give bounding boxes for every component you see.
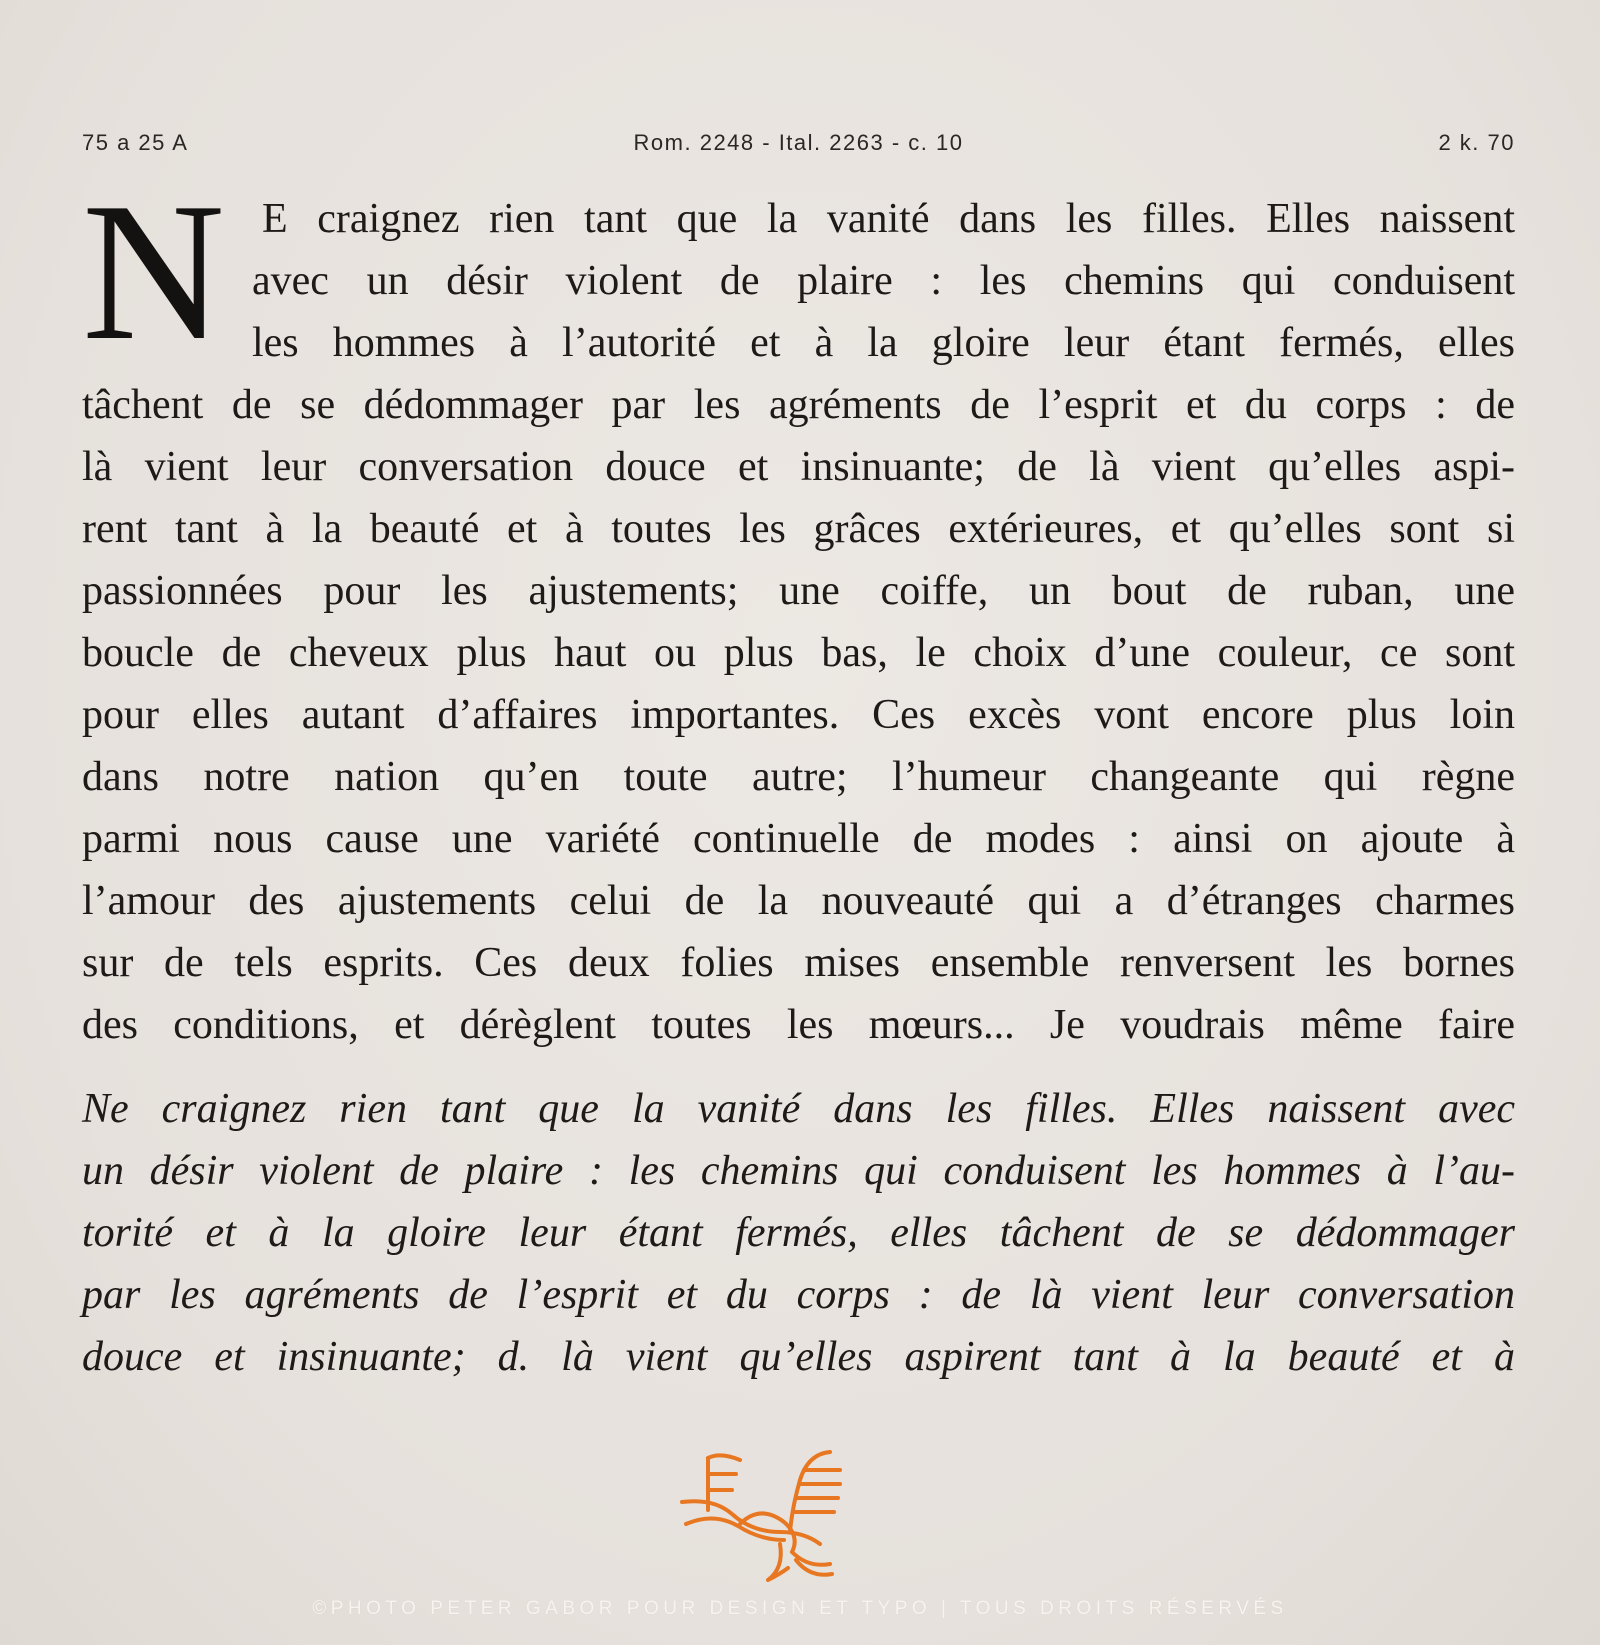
roman-line: boucle de cheveux plus haut ou plus bas, le choix d’une couleur, ce sont [82, 630, 1515, 676]
roman-line: rent tant à la beauté et à toutes les grâces extérieures, et qu’elles sont si [82, 506, 1515, 552]
roman-line: E craignez rien tant que la vanité dans les filles. Elles naissent [262, 196, 1515, 242]
header-left-code: 75 a 25 A [82, 130, 189, 155]
italic-line: Ne craignez rien tant que la vanité dans les filles. Elles naissent avec [82, 1086, 1515, 1132]
roman-line: l’amour des ajustements celui de la nouveauté qui a d’étranges charmes [82, 878, 1515, 924]
roman-text-block [82, 162, 1515, 1056]
header-right-code: 2 k. 70 [1438, 130, 1515, 155]
roman-line: pour elles autant d’affaires importantes. Ces excès vont encore plus loin [82, 692, 1515, 738]
header-center-reference: Rom. 2248 - Ital. 2263 - c. 10 [633, 130, 964, 155]
roman-line: avec un désir violent de plaire : les chemins qui conduisent [252, 258, 1515, 304]
roman-line: les hommes à l’autorité et à la gloire leur étant fermés, elles [252, 320, 1515, 366]
roman-line: passionnées pour les ajustements; une coiffe, un bout de ruban, une [82, 568, 1515, 614]
roman-line: dans notre nation qu’en toute autre; l’humeur changeante qui règne [82, 754, 1515, 800]
header-line [82, 130, 1515, 160]
drop-cap: N [82, 162, 225, 381]
italic-line: douce et insinuante; d. là vient qu’elles aspirent tant à la beauté et à [82, 1334, 1515, 1380]
roman-line: parmi nous cause une variété continuelle de modes : ainsi on ajoute à [82, 816, 1515, 862]
italic-line: par les agréments de l’esprit et du corps : de là vient leur conversation [82, 1272, 1515, 1318]
bird-emblem-icon [680, 1440, 860, 1590]
photo-credit: ©PHOTO PETER GABOR POUR DESIGN ET TYPO | TOUS DROITS RÉSERVÉS [312, 1598, 1288, 1619]
italic-line: un désir violent de plaire : les chemins qui conduisent les hommes à l’au- [82, 1148, 1515, 1194]
roman-line: des conditions, et dérèglent toutes les mœurs... Je voudrais même faire [82, 1002, 1515, 1048]
roman-line: tâchent de se dédommager par les agréments de l’esprit et du corps : de [82, 382, 1515, 428]
roman-line: sur de tels esprits. Ces deux folies mises ensemble renversent les bornes [82, 940, 1515, 986]
italic-line: torité et à la gloire leur étant fermés, elles tâchent de se dédommager [82, 1210, 1515, 1256]
roman-line: là vient leur conversation douce et insinuante; de là vient qu’elles aspi- [82, 444, 1515, 490]
italic-text-block [82, 1078, 1515, 1388]
